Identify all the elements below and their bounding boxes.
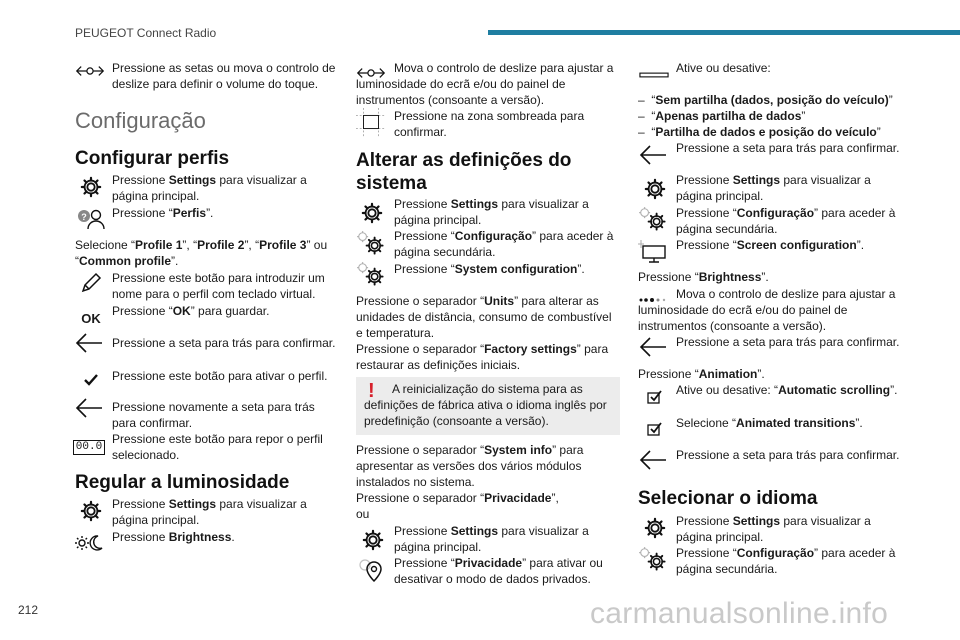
gear-icon (357, 200, 387, 226)
profile-icon (76, 205, 106, 231)
gear-icon (640, 176, 670, 202)
system-info-paragraph: Pressione o separador “System info” para apresentar as versões dos vários módulos instalados no sistema. (356, 443, 584, 489)
warning-note-text: A reinicialização do sistema para as definições de fábrica ativa o idioma inglês por predefinição (consoante a versão). (364, 382, 607, 428)
brightness-slider-instruction: Mova o controlo de deslize para ajustar a luminosidade do ecrã e/ou do painel de instrumentos (consoante a versão). (638, 287, 896, 333)
gear-double-icon (356, 230, 386, 256)
factory-settings-paragraph: Pressione o separador “Factory settings” para restaurar as definições iniciais. (356, 342, 609, 372)
gear-icon (358, 527, 388, 553)
system-step-configuracao: Pressione “Configuração” para aceder à página secundária. (394, 229, 614, 259)
heading-alterar-definicoes: Alterar as definições do sistema (356, 150, 572, 194)
back-arrow-icon (638, 447, 668, 473)
brightness-step-settings: Pressione Settings para visualizar a página principal. (112, 497, 307, 527)
screen-step-configuracao: Pressione “Configuração” para aceder à página secundária. (676, 206, 896, 236)
units-paragraph: Pressione o separador “Units” para alterar as unidades de distância, consumo de combustível e temperatura. (356, 294, 612, 340)
animation-paragraph: Pressione “Animation”. (638, 367, 765, 381)
profiles-step-ok: Pressione “OK” para guardar. (112, 304, 270, 318)
watermark: carmanualsonline.info (590, 597, 889, 630)
checkbox-icon (640, 384, 670, 410)
privacy-location-icon (356, 557, 386, 583)
privacy-step-privacidade: Pressione “Privacidade” para ativar ou desativar o modo de dados privados. (394, 556, 603, 586)
brightness-slider-instruction: Mova o controlo de deslize para ajustar a luminosidade do ecrã e/ou do painel de instrumentos (consoante a versão). (356, 61, 614, 107)
heading-regular-luminosidade: Regular a luminosidade (75, 472, 290, 493)
animation-step-back: Pressione a seta para trás para confirmar. (676, 448, 900, 462)
volume-instruction: Pressione as setas ou mova o controlo de deslize para definir o volume do toque. (112, 61, 336, 91)
profiles-step-perfis: Pressione “Perfis”. (112, 206, 214, 220)
back-arrow-icon (638, 334, 668, 360)
back-arrow-icon (74, 395, 104, 421)
pencil-icon (76, 270, 106, 296)
gear-double-icon (638, 546, 668, 572)
slider-icon (75, 58, 105, 84)
toggle-bar-icon (639, 62, 669, 88)
toggle-instruction: Ative ou desative: (676, 61, 771, 75)
reset-icon (74, 434, 104, 460)
profile-selection-text: Selecione “Profile 1”, “Profile 2”, “Profile 3” ou “Common profile”. (75, 238, 328, 268)
brightness-step-brightness: Pressione Brightness. (112, 530, 235, 544)
back-arrow-icon (74, 330, 104, 356)
screen-icon (638, 238, 668, 264)
privacy-options-list (638, 92, 908, 140)
ok-icon: OK (81, 310, 101, 326)
privacy-option: – “Apenas partilha de dados” (638, 109, 806, 123)
profiles-step-activate: Pressione este botão para ativar o perfil. (112, 369, 328, 383)
language-step-configuracao: Pressione “Configuração” para aceder à página secundária. (676, 546, 896, 576)
checkmark-icon (76, 367, 106, 393)
language-step-settings: Pressione Settings para visualizar a página principal. (676, 514, 871, 544)
section-title-configuracao: Configuração (75, 108, 206, 133)
back-arrow-icon (638, 142, 668, 168)
running-header: PEUGEOT Connect Radio (75, 26, 217, 40)
heading-selecionar-idioma: Selecionar o idioma (638, 488, 818, 509)
animation-step-transitions: Selecione “Animated transitions”. (676, 416, 863, 430)
gear-icon (76, 174, 106, 200)
warning-icon: ! (368, 380, 375, 402)
system-step-system-config: Pressione “System configuration”. (394, 262, 585, 276)
reset-icon-label: 00.0 (73, 440, 105, 455)
screen-step-back: Pressione a seta para trás para confirmar. (676, 335, 900, 349)
privacy-option: – “Partilha de dados e posição do veículo” (638, 125, 881, 139)
privacy-paragraph: Pressione o separador “Privacidade”, (356, 491, 559, 505)
page-number: 212 (18, 603, 39, 617)
gear-double-icon (638, 206, 668, 232)
heading-configurar-perfis: Configurar perfis (75, 148, 230, 169)
profiles-step-name: Pressione este botão para introduzir um nome para o perfil com teclado virtual. (112, 271, 325, 301)
brightness-paragraph: Pressione “Brightness”. (638, 270, 769, 284)
or-text: ou (356, 507, 370, 521)
profiles-step-reset: Pressione este botão para repor o perfil selecionado. (112, 432, 323, 462)
checkbox-icon (640, 416, 670, 442)
profiles-step-back: Pressione a seta para trás para confirmar. (112, 336, 336, 350)
privacy-step-settings: Pressione Settings para visualizar a página principal. (394, 524, 589, 554)
brightness-icon (74, 530, 104, 556)
svg-text:?: ? (81, 212, 87, 222)
shaded-zone-icon (356, 109, 386, 135)
privacy-option: – “Sem partilha (dados, posição do veículo)” (638, 93, 893, 107)
gear-icon (76, 498, 106, 524)
animation-step-scrolling: Ative ou desative: “Automatic scrolling”. (676, 383, 898, 397)
shaded-zone-instruction: Pressione na zona sombreada para confirmar. (394, 109, 585, 139)
gear-double-icon (356, 261, 386, 287)
privacy-step-back: Pressione a seta para trás para confirmar. (676, 141, 900, 155)
profiles-step-back-again: Pressione novamente a seta para trás para confirmar. (112, 400, 315, 430)
system-step-settings: Pressione Settings para visualizar a página principal. (394, 197, 589, 227)
profiles-step-settings: Pressione Settings para visualizar a página principal. (112, 173, 307, 203)
gear-icon (640, 515, 670, 541)
warning-note (356, 377, 620, 435)
screen-step-settings: Pressione Settings para visualizar a página principal. (676, 173, 871, 203)
header-accent-bar (488, 30, 960, 35)
screen-step-screen-config: Pressione “Screen configuration”. (676, 238, 865, 252)
